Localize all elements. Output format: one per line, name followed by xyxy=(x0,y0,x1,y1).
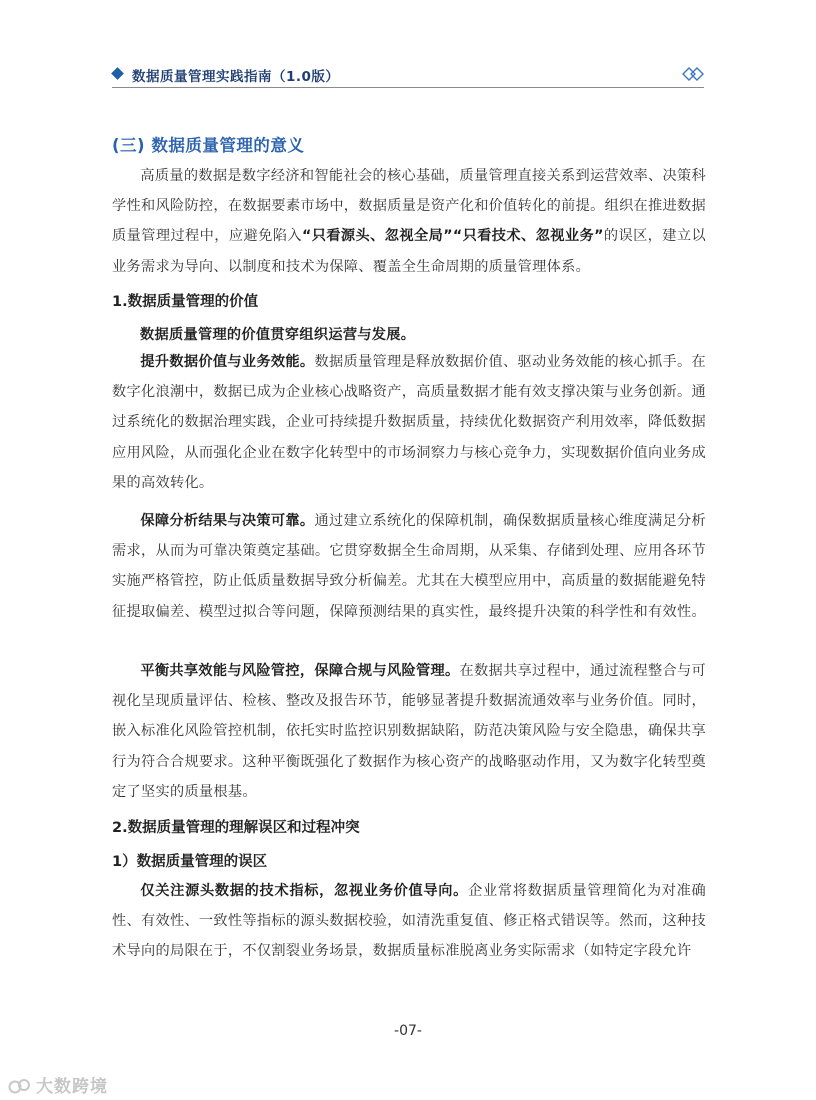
value-paragraph-3 xyxy=(112,656,706,807)
watermark-text: 大数跨境 xyxy=(36,1077,108,1097)
value-paragraph-1 xyxy=(112,347,706,498)
subsection-2-subtitle: 1）数据质量管理的误区 xyxy=(112,854,268,870)
value-2-bold: 保障分析结果与决策可靠。 xyxy=(140,513,315,529)
intro-paragraph xyxy=(112,161,706,282)
value-1-bold: 提升数据价值与业务效能。 xyxy=(140,354,315,370)
misconception-1-text: 企业常将数据质量管理简化为对准确性、有效性、一致性等指标的源头数据校验，如清洗重复值、修正格式错误等。然而，这种技术导向的局限在于，不仅割裂业务场景，数据质量标准脱离业务实际需求（如特定字段允许 xyxy=(112,883,706,960)
value-2-text: 通过建立系统化的保障机制，确保数据质量核心维度满足分析需求，从而为可靠决策奠定基础。它贯穿数据全生命周期，从采集、存储到处理、应用各环节实施严格管控，防止低质量数据导致分析偏差。尤其在大模型应用中，高质量的数据能避免特征提取偏差、模型过拟合等问题，保障预测结果的真实性，最终提升决策的科学性和有效性。 xyxy=(112,513,706,620)
value-3-bold: 平衡共享效能与风险管控，保障合规与风险管理。 xyxy=(140,663,460,679)
header-divider xyxy=(112,87,704,88)
intro-text-1: 高质量的数据是数字经济和智能社会的核心基础，质量管理直接关系到运营效率、决策科学性和风险防控，在数据要素市场中，数据质量是资产化和价值转化的前提。组织在推进数据质量管理过程中，应避免陷入 xyxy=(112,168,706,245)
watermark xyxy=(8,1072,108,1097)
misconception-1-bold: 仅关注源头数据的技术指标，忽视业务价值导向。 xyxy=(140,883,469,899)
page-number: -07- xyxy=(394,1023,422,1039)
page-header xyxy=(112,62,704,88)
value-1-text: 数据质量管理是释放数据价值、驱动业务效能的核心抓手。在数字化浪潮中，数据已成为企业核心战略资产，高质量数据才能有效支撑决策与业务创新。通过系统化的数据治理实践，企业可持续提升数据质量，持续优化数据资产利用效率，降低数据应用风险，从而强化企业在数字化转型中的市场洞察力与核心竞争力，实现数据价值向业务成果的高效转化。 xyxy=(112,354,706,491)
intro-bold: “只看源头、忽视全局”“只看技术、忽视业务” xyxy=(301,228,604,245)
subsection-1-lead: 数据质量管理的价值贯穿组织运营与发展。 xyxy=(140,327,416,343)
double-diamond-logo-icon xyxy=(682,64,704,84)
watermark-logo-icon xyxy=(8,1078,32,1094)
diamond-icon xyxy=(111,67,124,80)
intro-text-2: 的误区，建立以业务需求为导向、以制度和技术为保障、覆盖全生命周期的质量管理体系。 xyxy=(112,228,706,275)
header-title: 数据质量管理实践指南（1.0版） xyxy=(132,69,340,85)
subsection-2-title: 2.数据质量管理的理解误区和过程冲突 xyxy=(112,820,360,836)
value-paragraph-2 xyxy=(112,506,706,627)
subsection-1-title: 1.数据质量管理的价值 xyxy=(112,294,259,310)
section-title: (三) 数据质量管理的意义 xyxy=(112,136,305,155)
misconception-paragraph-1 xyxy=(112,876,706,967)
value-3-text: 在数据共享过程中，通过流程整合与可视化呈现质量评估、检核、整改及报告环节，能够显著提升数据流通效率与业务价值。同时，嵌入标准化风险管控机制，依托实时监控识别数据缺陷，防范决策风险与安全隐患，确保共享行为符合合规要求。这种平衡既强化了数据作为核心资产的战略驱动作用，又为数字化转型奠定了坚实的质量根基。 xyxy=(112,663,706,800)
